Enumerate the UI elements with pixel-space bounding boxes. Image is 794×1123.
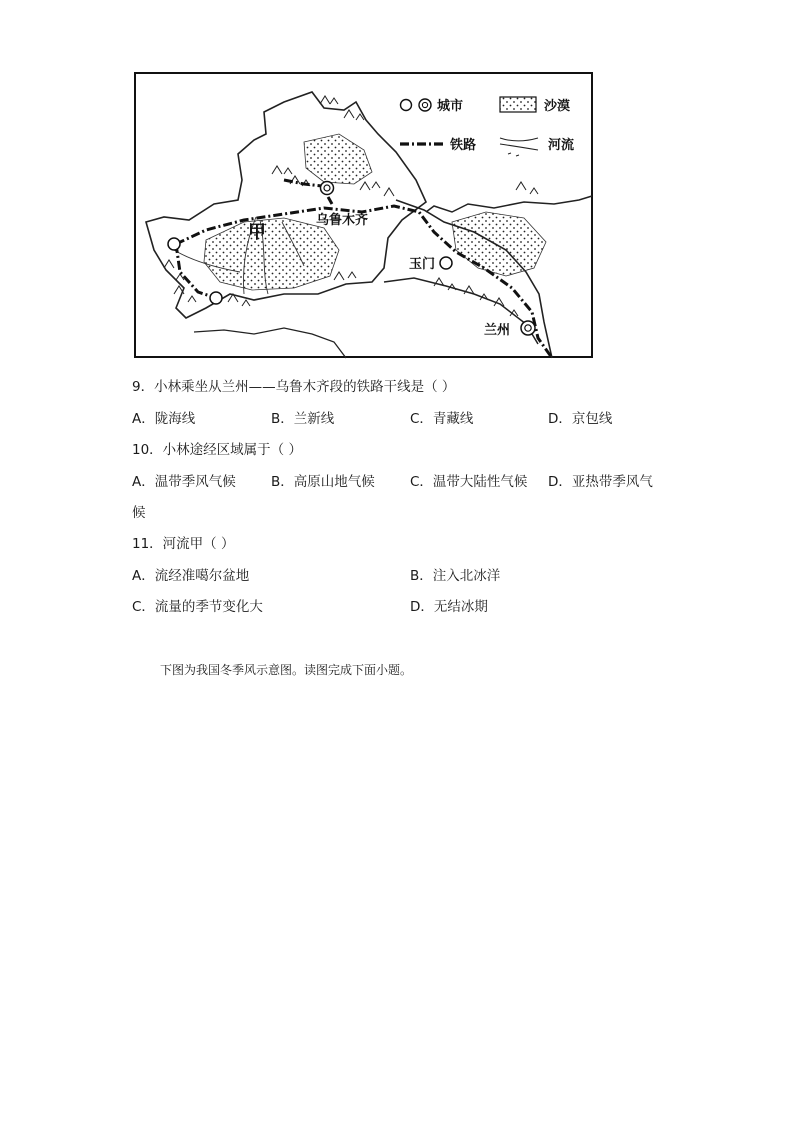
next-section-note: 下图为我国冬季风示意图。读图完成下面小题。: [160, 663, 413, 677]
question-10-option-d[interactable]: D．亚热带季风气: [548, 474, 653, 490]
legend-city-label: 城市: [437, 99, 464, 114]
question-11-option-a[interactable]: A．流经准噶尔盆地: [132, 568, 250, 584]
map-figure: [134, 72, 594, 359]
city-lanzhou-marker: [521, 321, 535, 335]
question-9-option-a[interactable]: A．陇海线: [132, 411, 196, 427]
label-river-jia: 甲: [248, 222, 266, 243]
question-10-stem: 10．小林途经区域属于（ ）: [132, 442, 302, 458]
city-marker-southwest: [210, 292, 222, 304]
question-9-stem: 9．小林乘坐从兰州——乌鲁木齐段的铁路干线是（ ）: [132, 379, 456, 395]
question-10-option-d-wrap: 候: [132, 505, 146, 521]
question-11-option-b[interactable]: B．注入北冰洋: [410, 568, 501, 584]
map-svg: [134, 72, 594, 359]
question-10-option-a[interactable]: A．温带季风气候: [132, 474, 236, 490]
label-lanzhou: 兰州: [484, 323, 511, 338]
question-11-option-c[interactable]: C．流量的季节变化大: [132, 599, 263, 615]
legend-city-icon: [401, 100, 412, 111]
question-10-option-b[interactable]: B．高原山地气候: [271, 474, 375, 490]
city-marker-west: [168, 238, 180, 250]
city-yumen-marker: [440, 257, 452, 269]
label-urumqi: 乌鲁木齐: [316, 213, 369, 228]
question-11-stem: 11．河流甲（ ）: [132, 536, 235, 552]
question-11-option-d[interactable]: D．无结冰期: [410, 599, 488, 615]
city-urumqi-marker: [321, 182, 334, 195]
legend-desert-icon: [500, 97, 536, 112]
legend-railway-label: 铁路: [450, 138, 477, 153]
question-10-option-c[interactable]: C．温带大陆性气候: [410, 474, 528, 490]
question-9-option-b[interactable]: B．兰新线: [271, 411, 335, 427]
label-yumen: 玉门: [409, 257, 436, 272]
legend-river-label: 河流: [548, 138, 575, 153]
question-9-option-d[interactable]: D．京包线: [548, 411, 613, 427]
legend-desert-label: 沙漠: [544, 99, 571, 114]
question-9-option-c[interactable]: C．青藏线: [410, 411, 474, 427]
